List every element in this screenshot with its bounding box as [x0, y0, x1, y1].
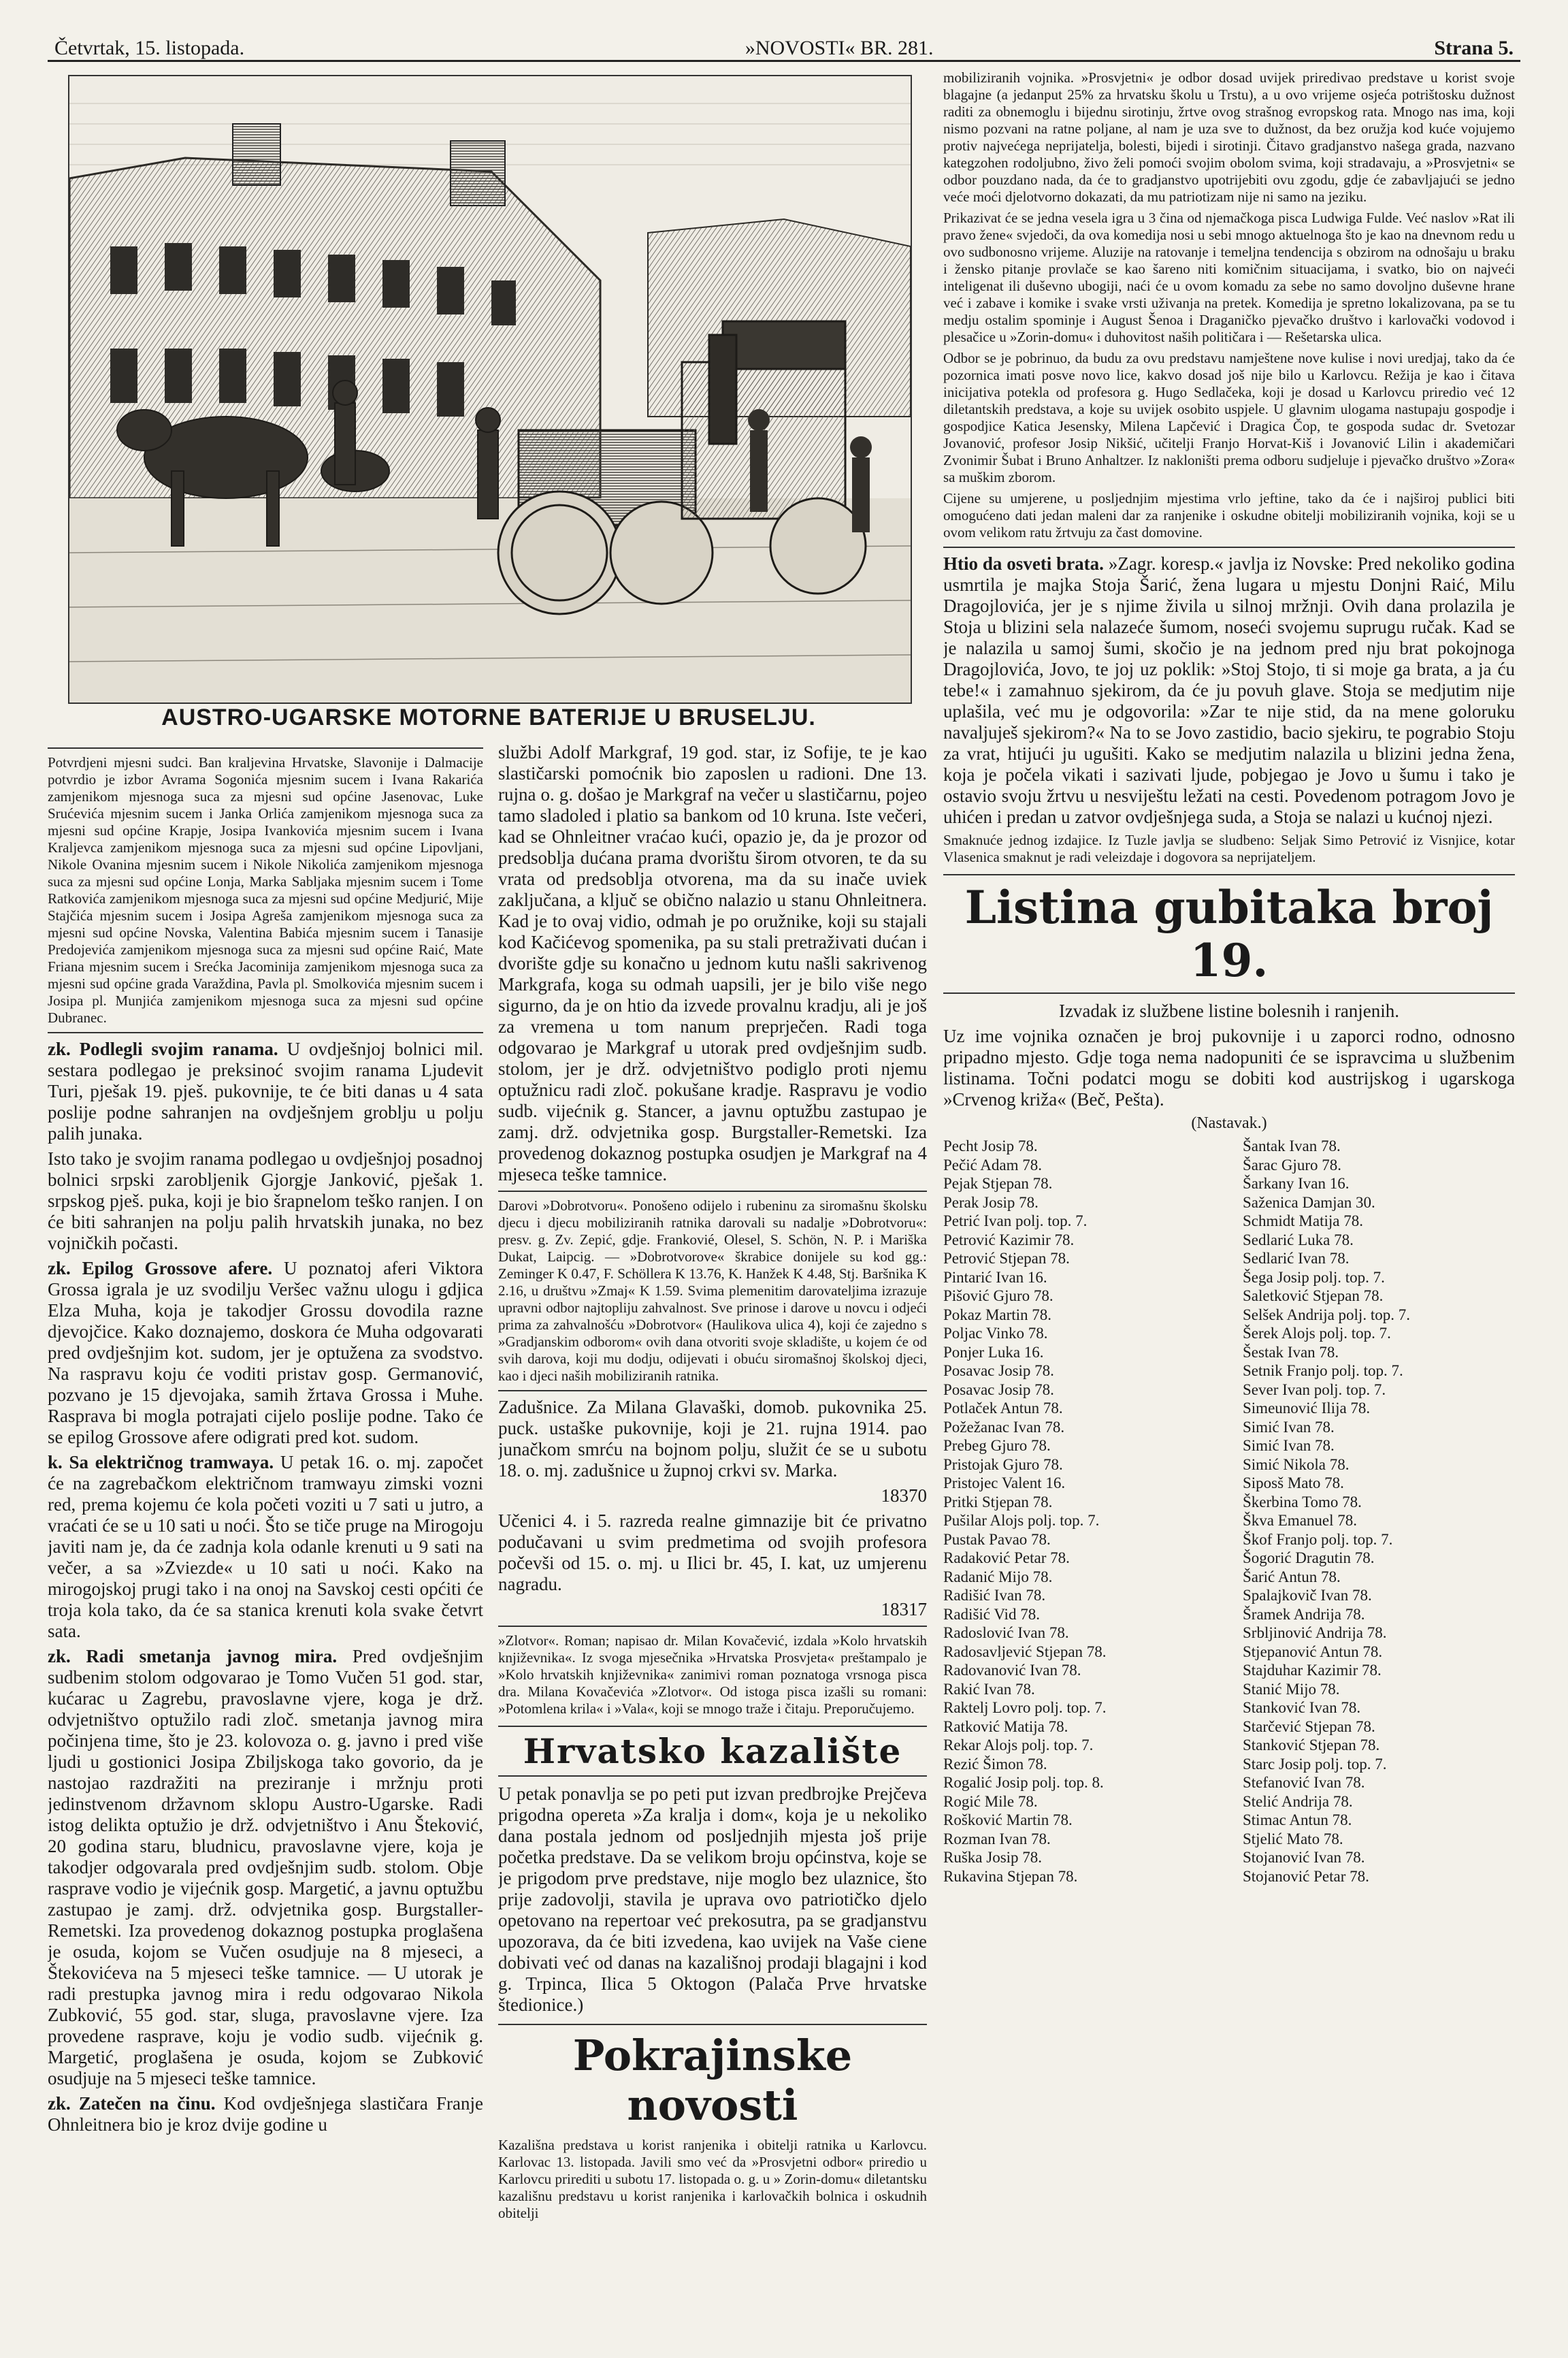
casualty-entry: Petrović Kazimir 78. — [943, 1231, 1075, 1248]
article-odbor: Odbor se je pobrinuo, da budu za ovu predstavu namještene nove kulise i novi uredjaj, tako da će pozornica imati posve novo lice, kakvo dosad još nije bilo u Karlovcu. Režija je kao i čitava inicijativa potekla od profesora g. Hugo Sedlačeka, koji je dosad u Karlovcu priredio već 12 diletantskih predstava, a koje su uvijek osobito uspjele. U glavnim ulogama nastupaju gospodje i gospodjice Katica Jesensky, Milena Lapčević i Dragica Čop, te gospoda sudac dr. Svetozar Jovanović, profesor Josip Nikšić, učitelji Franjo Horvat-Kiš i Jovanović Lilin i akademičari Zvonimir Šubat i Bruno Anhaltzer. Iz nakloništi prema odboru sudjeluje i pjevačko društvo »Zora« sa muškim zborom. — [943, 350, 1515, 485]
casualty-entry: Rogalić Josip polj. top. 8. — [943, 1774, 1104, 1791]
casualty-entry: Šerek Alojs polj. top. 7. — [1243, 1325, 1391, 1342]
article-zlotvor: »Zlotvor«. Roman; napisao dr. Milan Kovačević, izdala »Kolo hrvatskih književnika«. Iz svoga mjesečnika »Hrvatska Prosvjeta« preštampalo je »Kolo hrvatskih književnika« zanimivi roman poznatoga vrsnoga pisca dra. Milana Kovačevića »Zlotvor«. Od istoga pisca izašli su romani: »Potomlena krila« i »Vala«, koji se mnogo traže i čitaju. Preporučujemo. — [498, 1632, 927, 1717]
newspaper-page — [48, 20, 1520, 2348]
casualty-entry: Radanić Mijo 78. — [943, 1568, 1053, 1585]
casualty-entry: Ruška Josip 78. — [943, 1849, 1043, 1866]
casualty-entry: Schmidt Matija 78. — [1243, 1212, 1363, 1229]
casualty-entry: Šantak Ivan 78. — [1243, 1137, 1341, 1154]
casualty-entry: Stanković Stjepan 78. — [1243, 1737, 1380, 1754]
casualty-entry: Šarkany Ivan 16. — [1243, 1175, 1350, 1192]
article-fulda: Prikazivat će se jedna vesela igra u 3 čina od njemačkoga pisca Ludwiga Fulde. Već naslov »Rat ili pravo žene« svjedoči, da ova komedija nosi u sebi mnogo aktuelnoga što je kao na dnevnom redu u ovo sudbonosno vrijeme. Aluzije na ratovanje i temeljna tendencija s obzirom na odnošaju u braku i žensko pitanje provlače se kao šareno niti komičnim situacijama, i svatko, bio on najveći inteligenat ili duševno ubogiji, naći će u ovom komadu za sebe no samo dovoljno duševne hrane već i zabave i komike i svake vrsti uživanja na pretek. Komedija je spretno lokalizovana, pa se tu medju ostalim spominje i August Šenoa i Draganičko pjevačko društvo i karlovački vodovod i plesačice u »Zorin-domu« i duhovitost naših političara i — Rešetarska ulica. — [943, 210, 1515, 345]
casualty-entry: Raktelj Lovro polj. top. 7. — [943, 1699, 1107, 1716]
casualty-entry: Pristojec Valent 16. — [943, 1474, 1066, 1491]
casualty-entry: Ponjer Luka 16. — [943, 1343, 1044, 1361]
casualty-entry: Petrić Ivan polj. top. 7. — [943, 1212, 1088, 1229]
article-podlegli-text: U ovdješnjoj bolnici mil. sestara podlegao je preksinoć svojim ranama Ljudevit Turi, pješak 19. pješ. pukovnije, te će biti danas u 4 sata poslije podne sahranjen na ovdješnjem groblju u polju palih junaka. — [48, 1039, 483, 1144]
article-tramway — [48, 1452, 483, 1642]
section-banner-pokrajinske: Pokrajinske novosti — [498, 2024, 927, 2130]
article-podlegli-2: Isto tako je svojim ranama podlegao u ovdješnjoj posadnoj bolnici srpski zarobljenik Gjorgje Janković, pješak 1. srpskog pješ. puka, koji je bio šrapnelom teško ranjen. I on će biti sahranjen na polju palih hrvatskih junaka, no bez vojničkih počasti. — [48, 1148, 483, 1253]
article-podlegli — [48, 1039, 483, 1144]
casualty-entry: Prebeg Gjuro 78. — [943, 1437, 1051, 1454]
casualty-entry: Saženica Damjan 30. — [1243, 1193, 1375, 1211]
casualty-entry: Rozman Ivan 78. — [943, 1830, 1051, 1847]
casualty-entry: Starc Josip polj. top. 7. — [1243, 1755, 1387, 1773]
casualty-entry: Pečić Adam 78. — [943, 1156, 1042, 1174]
casualty-entry: Siposš Mato 78. — [1243, 1474, 1344, 1491]
casualty-entry: Spalajkovič Ivan 78. — [1243, 1587, 1372, 1604]
casualty-entry: Simeunović Ilija 78. — [1243, 1400, 1371, 1417]
casualty-entry: Radosavljević Stjepan 78. — [943, 1643, 1107, 1660]
article-javni-mir — [48, 1646, 483, 2089]
ad-number-ucenici: 18317 — [881, 1599, 927, 1619]
casualty-entry: Pristojak Gjuro 78. — [943, 1455, 1063, 1473]
casualty-entry: Sever Ivan polj. top. 7. — [1243, 1380, 1386, 1398]
casualty-entry: Rukavina Stjepan 78. — [943, 1867, 1078, 1885]
casualty-entry: Šestak Ivan 78. — [1243, 1343, 1339, 1361]
column-2 — [498, 742, 927, 2335]
casualty-entry: Posavac Josip 78. — [943, 1380, 1054, 1398]
casualty-entry: Šogorić Dragutin 78. — [1243, 1549, 1375, 1566]
article-podlegli-title: zk. Podlegli svojim ranama. — [48, 1039, 278, 1059]
casualty-entry: Ratković Matija 78. — [943, 1717, 1068, 1735]
casualty-entry: Posavac Josip 78. — [943, 1362, 1054, 1379]
article-epilog-text: U poznatoj aferi Viktora Grossa igrala je uz svodilju Veršec važnu ulogu i gdjica Elza Muha, koja je takodjer Grossu dovodila razne djevojčice. Kako doznajemo, doskora će Muha odgovarati pred ovdješnjim kot. sudom, jer je optužena za svodstvo. Na raspravu koju će voditi pristav gosp. Germanović, pozvano je 15 djevojaka, samih žrtava Grossa i Muhe. Rasprava bi mogla potrajati cijelo poslije podne. Tako će se epilog Grossove afere odigrati pred kot. sudom. — [48, 1258, 483, 1447]
casualty-entry: Stelić Andrija 78. — [1243, 1792, 1353, 1810]
casualty-entry: Stjepanović Antun 78. — [1243, 1643, 1383, 1660]
casualty-entry: Potlaček Antun 78. — [943, 1400, 1063, 1417]
casualty-entry: Radovanović Ivan 78. — [943, 1662, 1081, 1679]
casualty-entry: Rezić Šimon 78. — [943, 1755, 1047, 1773]
article-mobilizirani: mobiliziranih vojnika. »Prosvjetni« je odbor dosad uvijek priredivao predstave u korist svoje blagajne (a jedanput 25% za hrvatsku školu u Trstu), a u ovo vrijeme osjeća potrištosku dužnost raditi za obnemoglu i bijednu sirotinju, žrtve ovog strašnog evropskog rata. Mnogo nas ima, koji nismo pozvani na ratne poljane, al nam je uza sve to dužnost, da bez oružja kod kuće vojujemo protiv najvećega neprijatelja, bolesti, bijedi i sirotinji. Čitavo gradjanstvo našega grada, nazvano kategzohen rodoljubno, živo želi pomoći svojim obolom svima, koji stradavaju, a »Prosvjetni« se odbor pouzdano nada, da će to gradjanstvo upotrijebiti ovu zgodu, gdje će zabavljajući se jedno veće moći djelotvorno dokazati, da mu patriotizam nije ni samo na jeziku. — [943, 69, 1515, 205]
article-javni-mir-text: Pred ovdješnjim sudbenim stolom odgovarao je Tomo Vučen 51 god. star, kućarac u Zagrebu, pravoslavne vjere, koga je drž. odvjetništvo optužilo radi zloč. smetanja javnog mira počinjena time, što je 23. kolovoza o. g. javno i pred više ljudi u gostionici Josipa Zbiljskoga tako govorio, da je nastojao razdražiti na preziranje i mržnju proti jedinstvenom državnom sklopu Austro-Ugarske. Radi istog delikta optužio je drž. odvjetništvo i Anu Šteković, 20 godina staru, bludnicu, pravoslavne vjere, koja je takodjer odgovarala pred ovdješnjim sudb. stolom. Obje rasprave vodio je vijećnik gosp. Margetić, a javnu optužbu zastupao je zamj. drž. odvjetnika gosp. Burgstaller-Remetski. Iza provedenog dokaznog postupka proglašena je osuda, kojom se Vučen osudjuje na 8 mjeseci, a Štekovićeva na 5 mjeseci teške tamnice. — U utorak je radi prestupka javnog mira i redu odgovarao Nikola Zubković, 55 god. star, sluga, pravoslavne vjere. Iza provedene rasprave, koju je vodio sudb. vijećnik g. Margetić, proglašena je osuda, kojom se Zubković osudjuje na 5 mjeseci teške tamnice. — [48, 1646, 483, 2088]
casualty-entry: Stanković Ivan 78. — [1243, 1699, 1361, 1716]
article-zadusnice: Zadušnice. Za Milana Glavaški, domob. pukovnika 25. puck. ustaške pukovnije, koji je 21. rujna 1914. pao junačkom smrću na bojnom polju, služit će se u subotu 18. o. mj. zadušnice u župnoj crkvi sv. Marka. — [498, 1397, 927, 1481]
article-smaknuce: Smaknuće jednog izdajice. Iz Tuzle javlja se sludbeno: Seljak Simo Petrović iz Visnjice, kotar Vlasenica smaknut je radi veleizdaje i dogovora sa neprijateljem. — [943, 832, 1515, 865]
section-banner-listina: Listina gubitaka broj 19. — [943, 874, 1515, 994]
casualty-entry: Škof Franjo polj. top. 7. — [1243, 1530, 1393, 1548]
article-potvrdjeni-sudci: Potvrdjeni mjesni sudci. Ban kraljevina Hrvatske, Slavonije i Dalmacije potvrdio je izbor Avrama Sogonića mjesnim sucem i Ivana Rakarića zamjenikom mjesnoga suca za mjesni sud općine Jasenovac, Luke Srućevića mjesnim sucem i Janka Orlića zamjenikom mjesnoga suca za mjesni sud općine Krapje, Josipa Ivankovića mjesnim sucem i Ivana Kraljevca zamjenikom mjesnoga suca za mjesni sud općine Lipovljani, Nikole Ovanina mjesnim sucem i Nikole Nikolića zamjenikom mjesnoga suca za mjesni sud općine Lonja, Marka Sabljaka mjesnim sucem i Tome Ratkovića zamjenikom mjesnoga suca za mjesni sud općine Medjurić, Mije Stajčića mjesnim sucem i Josipa Agreša zamjenikom mjesnoga suca za mjesni sud općine Novska, Valentina Babića mjesnim sucem i Tanasije Predojevića zamjenikom mjesnoga suca za mjesni sud općine Raić, Mate Friana mjesnim sucem i Srećka Jacominija zamjenikom mjesnoga suca za mjesni sud općine grada Varaždina, Pavla pl. Smolkovića mjesnim sucem i Josipa pl. Munjića zamjenikom mjesnoga suca za mjesni sud općine Dubranec. — [48, 754, 483, 1026]
casualty-entry: Rošković Martin 78. — [943, 1811, 1073, 1828]
casualty-list-left — [943, 1137, 1215, 1886]
casualty-entry: Pušilar Alojs polj. top. 7. — [943, 1512, 1100, 1529]
casualty-entry: Radoslović Ivan 78. — [943, 1624, 1069, 1641]
section-banner-kazaliste: Hrvatsko kazalište — [498, 1726, 927, 1777]
casualty-entry: Šega Josip polj. top. 7. — [1243, 1268, 1385, 1286]
casualty-entry: Simić Nikola 78. — [1243, 1455, 1350, 1473]
casualty-entry: Perak Josip 78. — [943, 1193, 1039, 1211]
article-epilog — [48, 1258, 483, 1448]
casualty-entry: Rekar Alojs polj. top. 7. — [943, 1737, 1094, 1754]
casualty-list-right — [1243, 1137, 1515, 1886]
casualty-entry: Pustak Pavao 78. — [943, 1530, 1051, 1548]
casualty-entry: Petrović Stjepan 78. — [943, 1250, 1070, 1267]
casualty-entry: Stojanović Petar 78. — [1243, 1867, 1369, 1885]
casualty-entry: Rakić Ivan 78. — [943, 1680, 1035, 1698]
article-ucenici: Učenici 4. i 5. razreda realne gimnazije bit će privatno podučavani u svim predmetima od svojih profesora počevši od 15. o. mj. u Ilici br. 45, I. kat, uz umjerenu nagradu. — [498, 1511, 927, 1594]
casualty-entry: Pokaz Martin 78. — [943, 1306, 1052, 1323]
casualty-entry: Sedlarić Ivan 78. — [1243, 1250, 1350, 1267]
casualty-entry: Pišović Gjuro 78. — [943, 1287, 1054, 1304]
issue-date: Četvrtak, 15. listopada. — [54, 37, 245, 59]
casualty-entry: Pintarić Ivan 16. — [943, 1268, 1047, 1286]
article-karlovac: Kazališna predstava u korist ranjenika i obitelji ratnika u Karlovcu. Karlovac 13. listopada. Javili smo već da »Prosvjetni odbor« priredio u Karlovcu prirediti u subotu 17. listopada o. g. u » Zorin-domu« diletantsku kazališnu predstavu u korist ranjenika i karlovačkih bolnica i oskudnih obitelji — [498, 2137, 927, 2221]
column-3 — [943, 69, 1515, 2343]
page-number: Strana 5. — [1434, 37, 1514, 59]
casualty-entry: Setnik Franjo polj. top. 7. — [1243, 1362, 1403, 1379]
casualty-entry: Rogić Mile 78. — [943, 1792, 1038, 1810]
casualty-entry: Selšek Andrija polj. top. 7. — [1243, 1306, 1410, 1323]
ad-number-zadusnice: 18370 — [881, 1485, 927, 1506]
casualty-entry: Pejak Stjepan 78. — [943, 1175, 1053, 1192]
casualty-entry: Pritki Stjepan 78. — [943, 1493, 1053, 1511]
casualty-entry: Stjelić Mato 78. — [1243, 1830, 1343, 1847]
article-osveti — [943, 553, 1515, 828]
casualty-entry: Stimac Antun 78. — [1243, 1811, 1352, 1828]
article-zatecen — [48, 2093, 483, 2135]
casualty-entry: Škerbina Tomo 78. — [1243, 1493, 1362, 1511]
engraving-caption: AUSTRO-UGARSKE MOTORNE BATERIJE U BRUSELJU. — [161, 705, 816, 730]
article-osveti-text: »Zagr. koresp.« javlja iz Novske: Pred nekoliko godina usmrtila je majka Stoja Šarić, žena lugara u mjestu Donjni Raić, Milu Dragojlovića, jer je s njime živila u silnoj mržnji. Ovih dana prolazila je Stoja u blizini sela nalazeće šumom, noseći svojemu suprugu ručak. Kad se je nalazila u samoj šumi, skočio je na jednom pred nju brat pokojnoga Dragojlovića, Jovo, te joj uz poklik: »Stoj Stojo, ti si moje ga brata, a ja ću tebe!« i zamahnuo sjekirom, da će ju povuh glave. Stoja se medjutim nije uplašila, već mu je odgovorila: »Zar te nije stid, da na mene goloruku navaljuješ sjekirom?« Na to se Jovo zastidio, bacio sjekiru, te pograbio Stoju za vrat, htijući ju ugušiti. Kako se medjutim nalazila u blizini jedna žena, koja je počela vikati i sazivati ljude, pobjegao je Jovo u šumu i tako je ostavio svoju žrtvu u nesviještu ležati na cesti. Povedenom potragom Jovo je uhićen i predan u zatvor ovdješnjega suda, a Stoja se nalazi u kućnoj njezi. — [943, 553, 1515, 827]
article-cijene: Cijene su umjerene, u posljednjim mjestima vrlo jeftine, tako da će i najširoj publici biti omogućeno dati jedan maleni dar za ranjenike i oskudne obitelji mobiliziranih vojnika, koji se u ovom velikom ratu žrtvuju za čast domovine. — [943, 490, 1515, 540]
casualty-entry: Poljac Vinko 78. — [943, 1325, 1048, 1342]
article-darovi: Darovi »Dobrotvoru«. Ponošeno odijelo i rubeninu za siromašnu školsku djecu i djecu mobiliziranih ratnika darovali su nadalje »Dobrotvoru«: presv. g. Zv. Zepić, gdje. Frankovié, Olesel, S. Schön, N. P. i Mariška Dukat, Laipcig. — »Dobrotvorove« škrabice donijele su kod gg.: Zeminger K 0.47, F. Schöllera K 13.76, K. Hanžek K 4.48, Stj. Baršnika K 2.16, u društvu »Zmaj« K 1.59. Svima plemenitim darovateljima izrazuje upravni odbor najtopliju zahvalnost. Sve prinose i darove u novcu i odjeći prima za zahvalnošću »Dobrotvor« (Haulikova ulica 4), koji će zajedno s »Gradjanskim odborom« ovih dana otvoriti svoje skladište, u kojem će od svih darova, koji mu dodju, odijevati i obuću siromašnoj školskoj djeci, kao i djeci naših mobiliziranih ratnika. — [498, 1197, 927, 1384]
casualty-entry: Pecht Josip 78. — [943, 1137, 1038, 1154]
casualty-entry: Šramek Andrija 78. — [1243, 1605, 1365, 1623]
casualty-entry: Saletković Stjepan 78. — [1243, 1287, 1384, 1304]
battery-engraving — [68, 75, 912, 704]
listina-intro: Izvadak iz službene listine bolesnih i ranjenih. — [1058, 1001, 1400, 1021]
listina-nastavak: (Nastavak.) — [1191, 1114, 1267, 1132]
article-tramway-text: U petak 16. o. mj. započet će na zagrebačkom električnom tramwayu zimski vozni red, prema kojemu će kola početi voziti u 7 sati u jutro, a vraćati će se u 10 sati u noći. Što se tiče pruge na Mirogoju javiti nam je, da će zadnja kola odanle krenuti u 9 sati na večer, a sa »Zviezde« u 10 sati u noći. Kako na mirogojskoj prugi tako i na onoj na Savskoj cesti općiti će troja kola tako, da će sa stanica krenuti kola svake četvrt sata. — [48, 1452, 483, 1641]
casualty-entry: Simić Ivan 78. — [1243, 1437, 1335, 1454]
casualty-entry: Požežanac Ivan 78. — [943, 1418, 1065, 1436]
casualty-entry: Srbljinović Andrija 78. — [1243, 1624, 1387, 1641]
casualty-entry: Škva Emanuel 78. — [1243, 1512, 1357, 1529]
casualty-entry: Simić Ivan 78. — [1243, 1418, 1335, 1436]
listina-text: Uz ime vojnika označen je broj pukovnije i u zaporci rodno, odnosno pripadno mjesto. Gdje toga nema nadopuniti će se ispravcima u službenim listinama. Točni podatci mogu se dobiti kod austrijskog i ugarskoga »Crvenog križa« (Beč, Pešta). — [943, 1026, 1515, 1110]
article-osveti-title: Htio da osveti brata. — [943, 553, 1104, 574]
casualty-entry: Šarić Antun 78. — [1243, 1568, 1341, 1585]
page-header — [48, 20, 1520, 62]
casualty-entry: Stojanović Ivan 78. — [1243, 1849, 1365, 1866]
casualty-entry: Stefanović Ivan 78. — [1243, 1774, 1365, 1791]
engraving-drawing — [69, 76, 911, 702]
column-1 — [48, 742, 483, 2335]
article-epilog-title: zk. Epilog Grossove afere. — [48, 1258, 273, 1278]
casualty-entry: Radišić Vid 78. — [943, 1605, 1040, 1623]
casualty-list — [943, 1137, 1515, 1886]
article-zatecen-text: Kod ovdješnjega slastičara Franje Ohnleitnera bio je kroz dvije godine u — [48, 2093, 483, 2135]
casualty-entry: Starčević Stjepan 78. — [1243, 1717, 1375, 1735]
casualty-entry: Radišić Ivan 78. — [943, 1587, 1046, 1604]
article-tramway-title: k. Sa električnog tramwaya. — [48, 1452, 274, 1472]
casualty-entry: Stajduhar Kazimir 78. — [1243, 1662, 1382, 1679]
casualty-entry: Stanić Mijo 78. — [1243, 1680, 1340, 1698]
article-markgraf: službi Adolf Markgraf, 19 god. star, iz Sofije, te je kao slastičarski pomoćnik bio zaposlen u radioni. Dne 13. rujna o. g. došao je Markgraf na večer u slastičarnu, pojeo tamo sladoled i platio sa bankom od 10 kruna. Iste večeri, kad se Ohnleitner vraćao kući, opazio je, da je prozor od predsoblja dućana prama dvorištu širom otvoren, te da su vrata od predsoblja otvorena, ma da su inače uviek zaključana, a ključ se obično nalazio u stanu Ohnleitnera. Kad je to ovaj vidio, odmah je po oružnike, koji su stajali kod Kačićevog spomenika, pa su stali pretraživati dućan i dvorište gdje su konačno u jednom kutu našli sakrivenog Markgrafa, koga su odmah uapsili, jer je bilo više nego sigurno, da je on htio da izvede provalnu kradju, ali je još za vremena u tom nanum preprječen. Radi toga odgovarao je Markgraf u utorak pred ovdješnjim sudb. stolom, jer je drž. odvjetništvo podiglo proti njemu optužnicu radi zloč. pokušane kradje. Raspravu je vodio sudb. vijećnik g. Stancer, a javnu optužbu zastupao je zamj. drž. odvjetnika gosp. Burgstaller-Remetski. Iza provedenog dokaznog postupka osudjen je Markgraf na 4 mjeseca teške tamnice. — [498, 742, 927, 1184]
casualty-entry: Radaković Petar 78. — [943, 1549, 1070, 1566]
article-javni-mir-title: zk. Radi smetanja javnog mira. — [48, 1646, 338, 1666]
paper-name: »NOVOSTI« BR. 281. — [745, 37, 934, 59]
article-zatecen-title: zk. Zatečen na činu. — [48, 2093, 216, 2114]
casualty-entry: Sedlarić Luka 78. — [1243, 1231, 1354, 1248]
article-kazaliste: U petak ponavlja se po peti put izvan predbrojke Prejčeva prigodna opereta »Za kralja i dom«, koja je u nekoliko dana postala jednom od posljednjih mjesta još prije početka predstave. Da se velikom broju općinstva, koje se je prigodom prve predstave, nije moglo bez ulaznice, što prije zadovolji, stavila je uprava ovo patriotičko djelo opetovano na repertoar već prekosutra, pa se gradjanstvu upozorava, da će biti izvedena, kao uvijek na Vaše ciene dobivati već od danas na kazališnoj prodaji blagajni i kod g. Trpinca, Ilica 5 Oktogon (Palača Prve hrvatske štedionice.) — [498, 1783, 927, 2015]
casualty-entry: Šarac Gjuro 78. — [1243, 1156, 1341, 1174]
